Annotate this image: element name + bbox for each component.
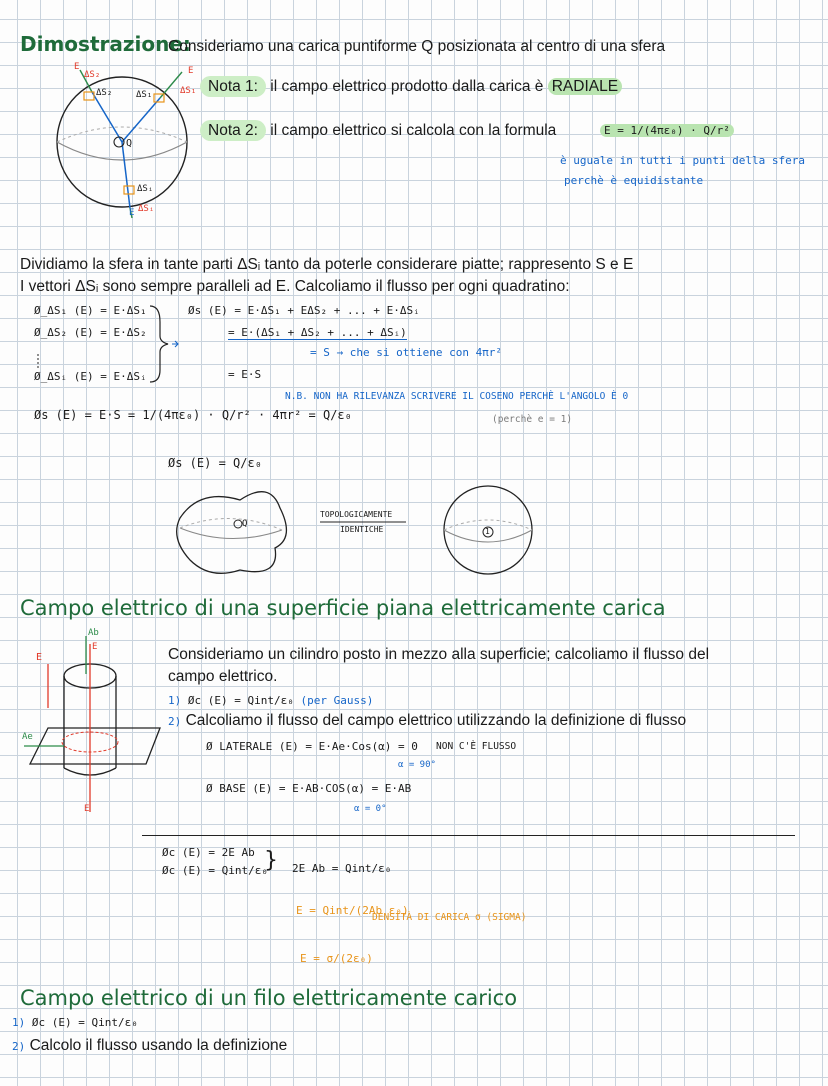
section4-step1: [12, 1016, 138, 1029]
eq3: 2E Ab = Qint/ε₀: [292, 862, 392, 875]
topo-label-2: IDENTICHE: [340, 525, 384, 534]
cyl-label-E-bottom: E: [84, 804, 90, 814]
section2-line1: Dividiamo la sfera in tante parti ΔSᵢ tanto da poterle considerare piatte; rappresento S e E: [20, 256, 634, 273]
s4-step2-num: 2): [12, 1040, 26, 1053]
flux-laterale: Ø LATERALE (E) = E·Ae·Cos(α) = 0: [206, 740, 418, 753]
section3-intro-l2: campo elettrico.: [168, 668, 278, 685]
s4-step2-text: Calcolo il flusso usando la definizione: [29, 1037, 288, 1054]
phi-dSi: Ø_ΔSᵢ (E) = E·ΔSᵢ: [34, 370, 147, 383]
sphere-label-E-bottom: E: [129, 208, 135, 218]
section3-step2: [168, 712, 686, 730]
density-note: DENSITÀ DI CARICA σ (SIGMA): [372, 912, 527, 923]
section2-line2: I vettori ΔSᵢ sono sempre paralleli ad E. Calcoliamo il flusso per ogni quadratino:: [20, 278, 570, 295]
brace-left: [148, 304, 178, 384]
flux-final: Øs (E) = Q/ε₀: [168, 456, 262, 470]
cyl-label-E-left: E: [36, 652, 43, 663]
s4-step1-formula: Øc (E) = Qint/ε₀: [31, 1016, 138, 1029]
sphere-label-dSi-low: ΔSᵢ: [138, 204, 155, 214]
formula-E: E = 1/(4πε₀) · Q/r²: [600, 124, 734, 137]
step1-note: (per Gauss): [300, 694, 374, 707]
cyl-label-E-top: E: [92, 642, 98, 652]
blue-note-line1: è uguale in tutti i punti della sfera: [560, 154, 806, 167]
step1-num: 1): [168, 694, 182, 707]
sphere-label-E-right: E: [188, 66, 194, 76]
sphere-label-dS1-right: ΔS₁: [180, 86, 197, 96]
blue-note-line2: perchè è equidistante: [564, 174, 704, 187]
eq5: E = σ/(2ε₀): [300, 952, 373, 965]
section3-step1: [168, 694, 373, 707]
section4-heading: Campo elettrico di un filo elettricamente carico: [20, 986, 518, 1010]
sphere-label-dSi: ΔSᵢ: [137, 184, 154, 194]
topo-label-1: TOPOLOGICAMENTE: [320, 510, 393, 519]
nota1-text: il campo elettrico prodotto dalla carica è: [265, 78, 548, 95]
no-flux: NON C'È FLUSSO: [436, 741, 517, 752]
base-angle: α = 0°: [354, 804, 387, 814]
sphere-label-dS1: ΔS₁: [136, 90, 153, 100]
sphere-label-dS2: ΔS₂: [96, 88, 113, 98]
section3-heading: Campo elettrico di una superficie piana elettricamente carica: [20, 596, 666, 620]
nb-paren: (perchè e = 1): [492, 414, 573, 425]
sphere-label-dS2-top: ΔS₂: [84, 70, 101, 80]
nota1-highlight: RADIALE: [548, 78, 622, 95]
sum-line4: = E·S: [228, 368, 262, 381]
eq1: Øc (E) = 2E Ab: [162, 846, 255, 859]
eq-brace: }: [264, 848, 278, 873]
section1-heading: Dimostrazione:: [20, 32, 191, 56]
phi-dS1: Ø_ΔS₁ (E) = E·ΔS₁: [34, 304, 147, 317]
sum-line3: = S → che si ottiene con 4πr²: [310, 346, 503, 359]
section3-intro-l1: Consideriamo un cilindro posto in mezzo alla superficie; calcoliamo il flusso del: [168, 646, 710, 663]
sphere2-label: 1: [485, 527, 490, 536]
blob-label: Q: [242, 519, 248, 529]
step2-text: Calcoliamo il flusso del campo elettrico utilizzando la definizione di flusso: [185, 712, 687, 729]
sum-line1: Øs (E) = E·ΔS₁ + EΔS₂ + ... + E·ΔSᵢ: [188, 304, 420, 317]
step2-num: 2): [168, 715, 182, 728]
step1-formula: Øc (E) = Qint/ε₀: [187, 694, 294, 707]
cylinder-diagram: [20, 628, 170, 820]
flux-base: Ø BASE (E) = E·AB·COS(α) = E·AB: [206, 782, 412, 795]
section1-intro: Consideriamo una carica puntiforme Q posizionata al centro di una sfera: [168, 38, 666, 55]
phi-dS2: Ø_ΔS₂ (E) = E·ΔS₂: [34, 326, 147, 339]
nota1: [200, 78, 622, 96]
sphere-label-E-left: E: [74, 62, 80, 72]
sphere-label-Q: Q: [126, 138, 133, 149]
nota1-prefix: Nota 1:: [200, 76, 266, 97]
nb-note: N.B. NON HA RILEVANZA SCRIVERE IL COSENO PERCHÈ L'ANGOLO È 0: [285, 391, 629, 402]
s4-step1-num: 1): [12, 1016, 26, 1029]
flux-result: Øs (E) = E·S = 1/(4πε₀) · Q/r² · 4πr² = Q/ε₀: [34, 408, 352, 422]
nota2-prefix: Nota 2:: [200, 120, 266, 141]
nota2-text: il campo elettrico si calcola con la formula: [265, 122, 557, 139]
sphere-diagram: [50, 60, 200, 220]
cyl-label-Ae: Ae: [22, 732, 33, 742]
divider: [142, 835, 795, 836]
sum-line2: = E·(ΔS₁ + ΔS₂ + ... + ΔSᵢ): [228, 326, 407, 339]
laterale-angle: α = 90°: [398, 760, 436, 770]
section4-step2: [12, 1037, 287, 1055]
nota2: [200, 122, 556, 140]
eq4: E = Qint/(2Ab ε₀): [296, 904, 409, 917]
eq2: Øc (E) = Qint/ε₀: [162, 864, 268, 877]
cyl-label-Ab: Ab: [88, 628, 99, 638]
